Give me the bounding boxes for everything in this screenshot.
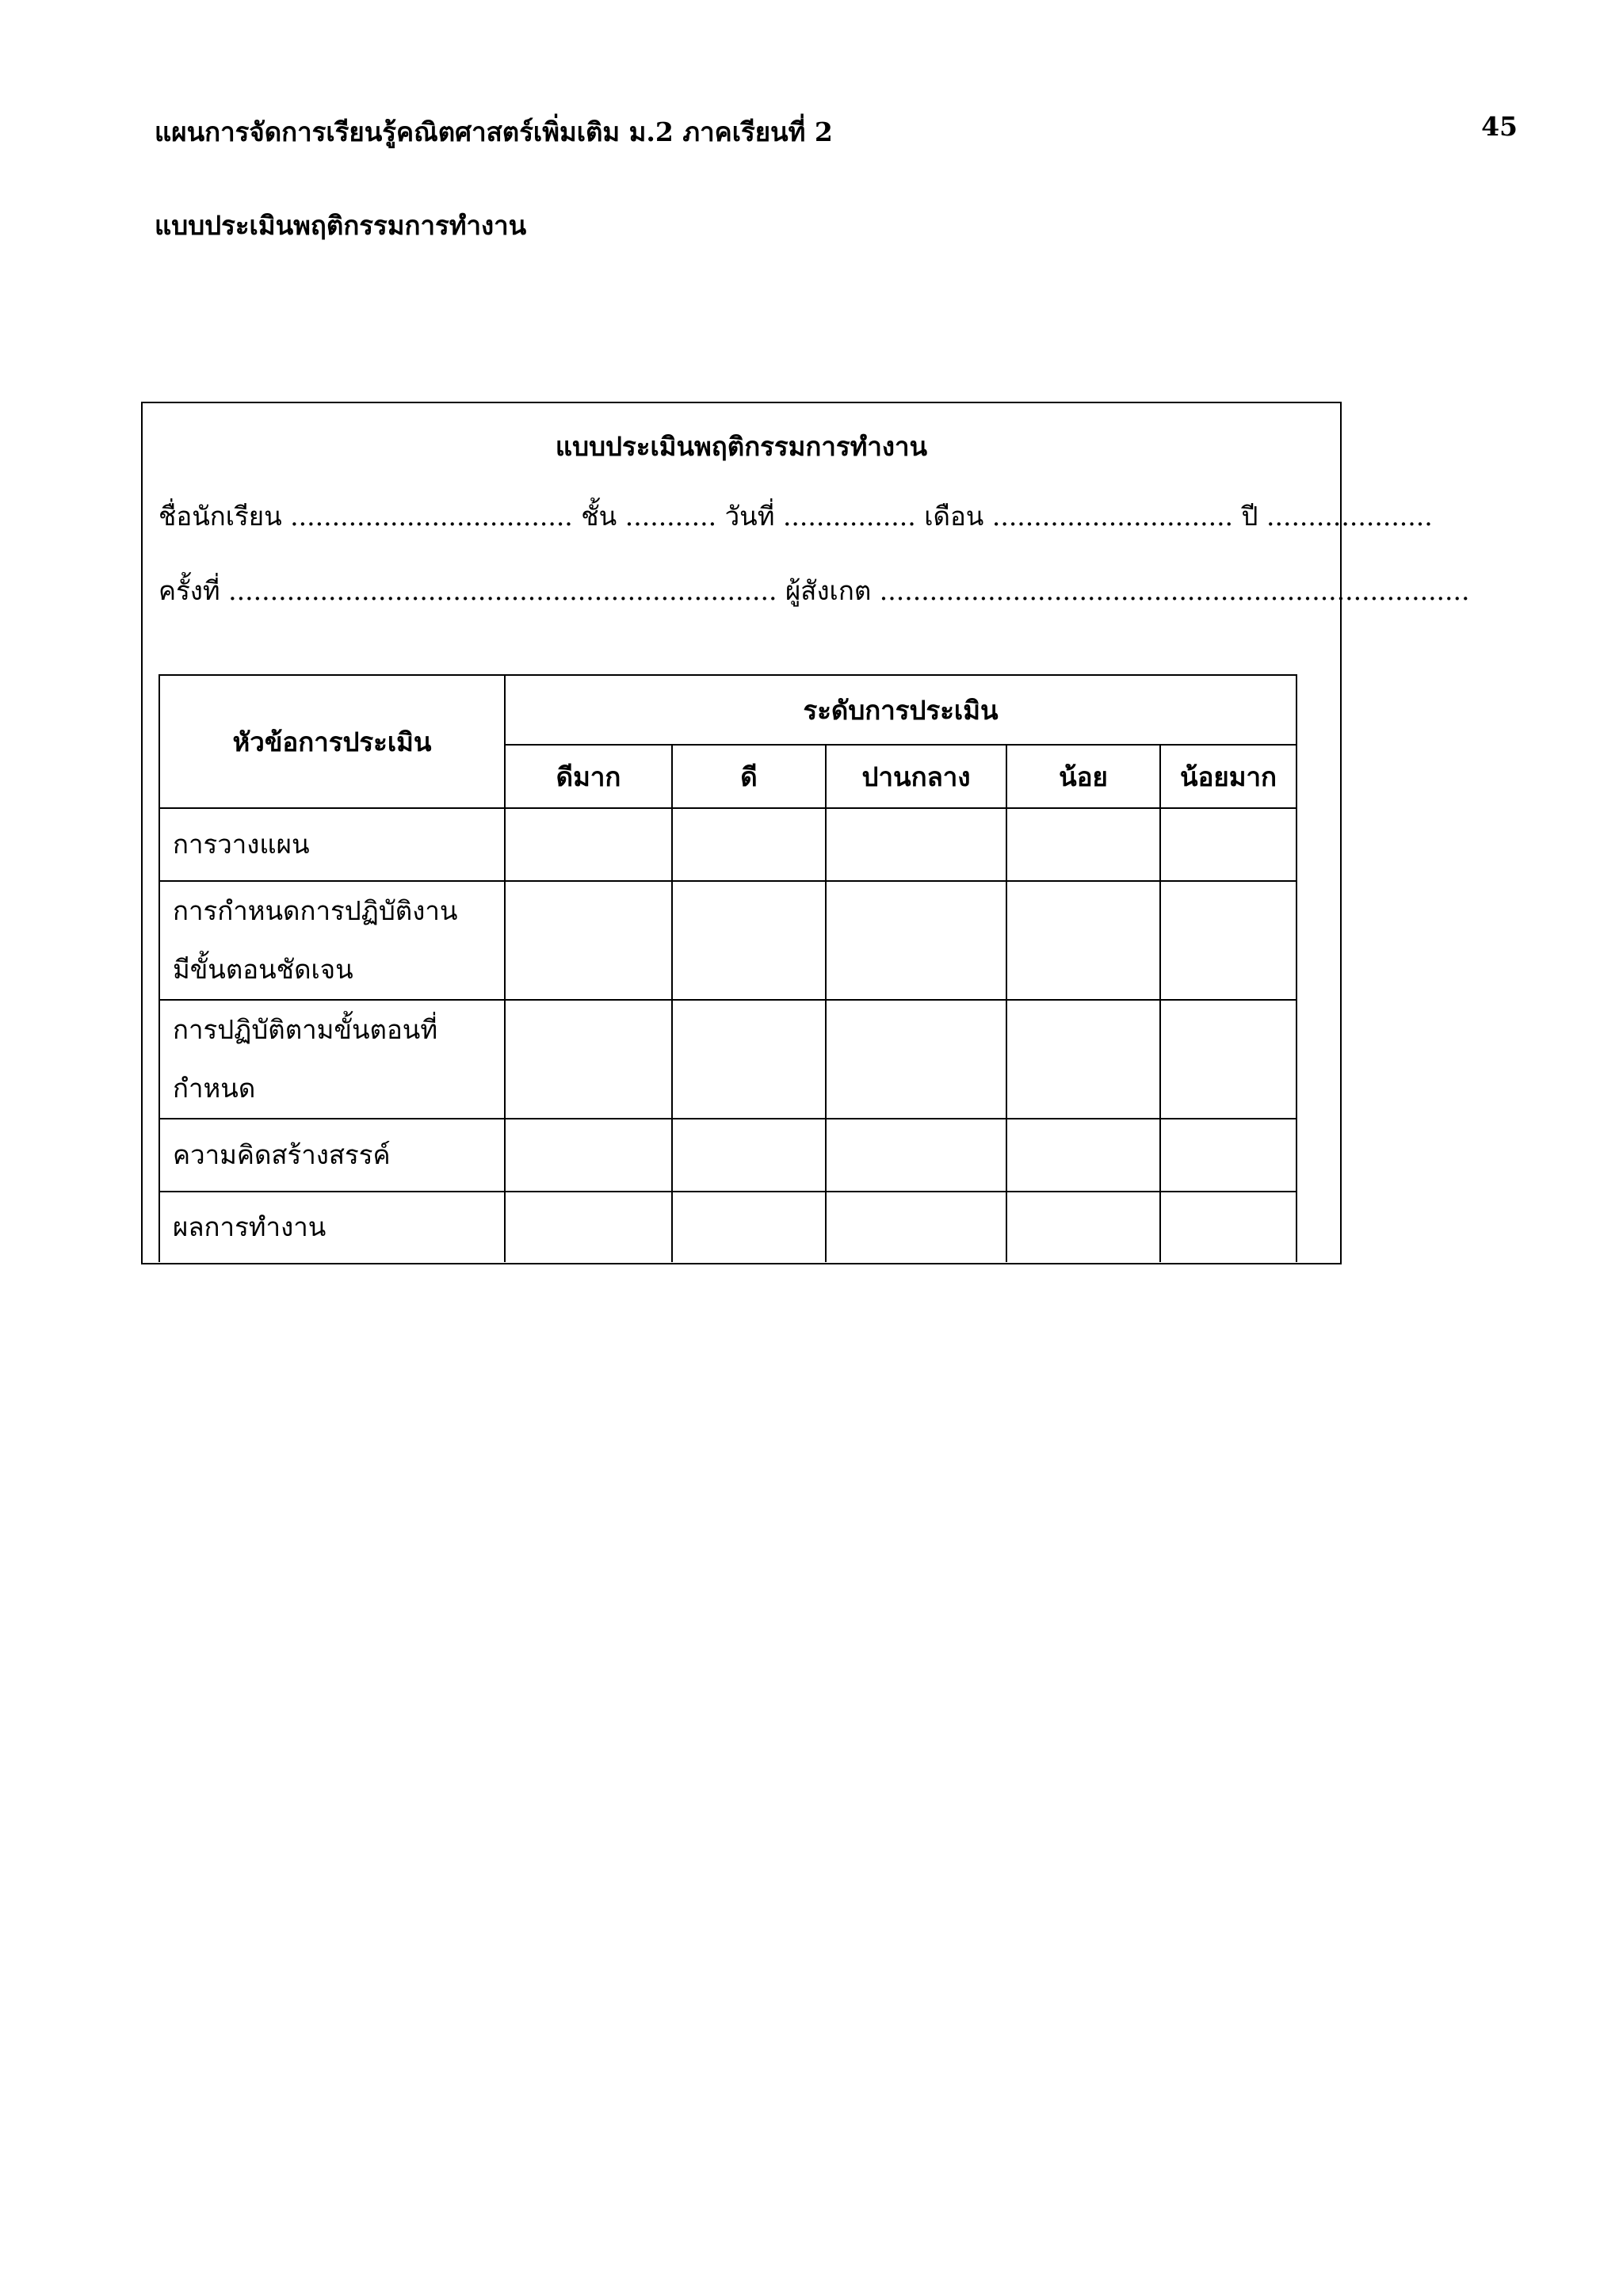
rating-cell[interactable] [826,881,1006,1000]
assessment-table [158,674,1297,1262]
level-very-low: น้อยมาก [1160,745,1296,808]
rating-cell[interactable] [826,1192,1006,1262]
form-title: แบบประเมินพฤติกรรมการทำงาน [555,431,928,462]
rating-cell[interactable] [505,1192,672,1262]
rating-cell[interactable] [1006,1000,1160,1119]
rating-cell[interactable] [1160,1119,1296,1192]
rating-cell[interactable] [505,808,672,881]
level-moderate: ปานกลาง [826,745,1006,808]
criterion-planning [159,808,505,881]
rating-cell[interactable] [1160,1192,1296,1262]
rating-cell[interactable] [505,1000,672,1119]
level-very-good: ดีมาก [505,745,672,808]
rating-cell[interactable] [826,808,1006,881]
criterion-label: การวางแผน [173,829,310,860]
table-row [159,1119,1296,1192]
assessment-table-wrap [158,674,1296,1262]
page-header [155,111,1518,151]
rating-cell[interactable] [826,1000,1006,1119]
student-info-line: ชื่อนักเรียน .................................. ชั้น ........... วันที่ ................ เดือน ............................. ปี .................... [158,501,1433,532]
rating-cell[interactable] [1006,1192,1160,1262]
rating-cell[interactable] [672,1000,826,1119]
criterion-label: การปฏิบัติตามขั้นตอนที่ [173,1014,438,1045]
rating-cell[interactable] [1006,1119,1160,1192]
criterion-procedure-definition [159,881,505,1000]
criterion-label: ผลการทำงาน [173,1211,327,1242]
level-low: น้อย [1006,745,1160,808]
table-row [159,1192,1296,1262]
rating-cell[interactable] [672,1119,826,1192]
table-row [159,808,1296,881]
rating-cell[interactable] [1160,881,1296,1000]
rating-cell[interactable] [826,1119,1006,1192]
rating-cell[interactable] [505,881,672,1000]
page-number: 45 [1481,111,1518,142]
level-good: ดี [672,745,826,808]
rating-cell[interactable] [1160,808,1296,881]
criterion-label-continued: กำหนด [173,1073,256,1104]
rating-cell[interactable] [672,881,826,1000]
criterion-creativity [159,1119,505,1192]
document-header-title: แผนการจัดการเรียนรู้คณิตศาสตร์เพิ่มเติม ม.2 ภาคเรียนที่ 2 [155,116,833,147]
observer-info-line: ครั้งที่ .................................................................. ผู้สังเกต ....................................................................... [158,575,1470,606]
level-header: ระดับการประเมิน [505,675,1296,745]
criterion-label: ความคิดสร้างสรรค์ [173,1139,391,1170]
rating-cell[interactable] [1006,808,1160,881]
topic-header: หัวข้อการประเมิน [159,675,505,808]
rating-cell[interactable] [505,1119,672,1192]
criterion-following-procedure [159,1000,505,1119]
criterion-label: การกำหนดการปฏิบัติงาน [173,895,458,926]
criterion-work-result [159,1192,505,1262]
table-row [159,1000,1296,1119]
rating-cell[interactable] [672,1192,826,1262]
section-title: แบบประเมินพฤติกรรมการทำงาน [155,210,527,241]
rating-cell[interactable] [1006,881,1160,1000]
rating-cell[interactable] [1160,1000,1296,1119]
rating-cell[interactable] [672,808,826,881]
assessment-form-box [141,402,1470,1264]
table-row [159,881,1296,1000]
criterion-label-continued: มีขั้นตอนชัดเจน [173,954,353,985]
